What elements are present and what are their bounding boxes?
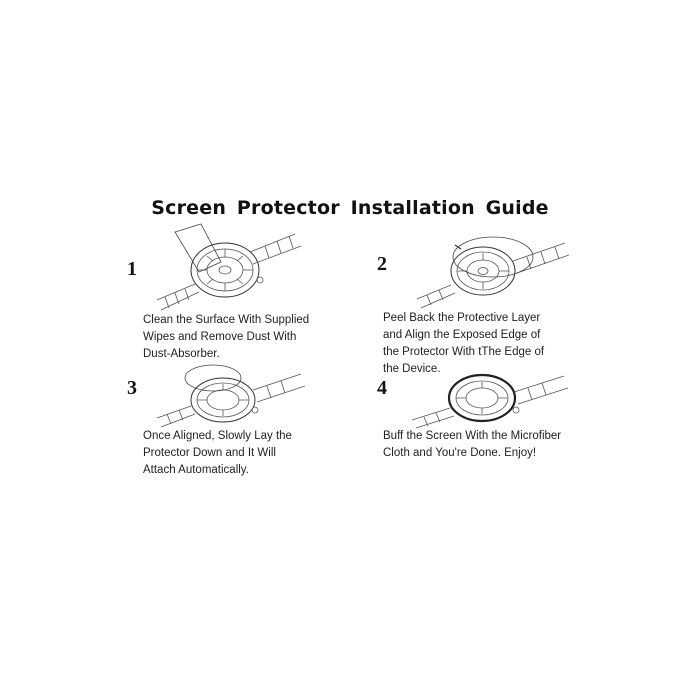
watch-peel-illustration	[415, 235, 570, 310]
caption-line: Attach Automatically.	[143, 464, 249, 476]
step-number-3: 3	[127, 377, 137, 399]
caption-line: Protector Down and It Will	[143, 447, 276, 459]
caption-line: Clean the Surface With Supplied	[143, 314, 310, 326]
step-3-caption	[143, 428, 292, 479]
caption-line: the Device.	[383, 363, 441, 375]
watch-buff-illustration	[410, 368, 570, 430]
caption-line: the Protector With tThe Edge of	[383, 346, 545, 358]
caption-line: Wipes and Remove Dust With	[143, 331, 297, 343]
caption-line: Once Aligned, Slowly Lay the	[143, 430, 292, 442]
step-number-4: 4	[377, 377, 387, 399]
caption-line: Dust-Absorber.	[143, 348, 220, 360]
step-number-1: 1	[127, 258, 137, 280]
caption-line: Peel Back the Protective Layer	[383, 312, 541, 324]
caption-line: Cloth and You're Done. Enjoy!	[383, 447, 537, 459]
watch-wipe-illustration	[155, 222, 305, 317]
step-4-caption	[383, 428, 561, 462]
step-1-caption	[143, 312, 309, 363]
step-number-2: 2	[377, 253, 387, 275]
watch-lay-illustration	[155, 362, 305, 432]
page-title: Screen Protector Installation Guide	[151, 197, 549, 219]
caption-line: and Align the Exposed Edge of	[383, 329, 541, 341]
caption-line: Buff the Screen With the Microfiber	[383, 430, 562, 442]
